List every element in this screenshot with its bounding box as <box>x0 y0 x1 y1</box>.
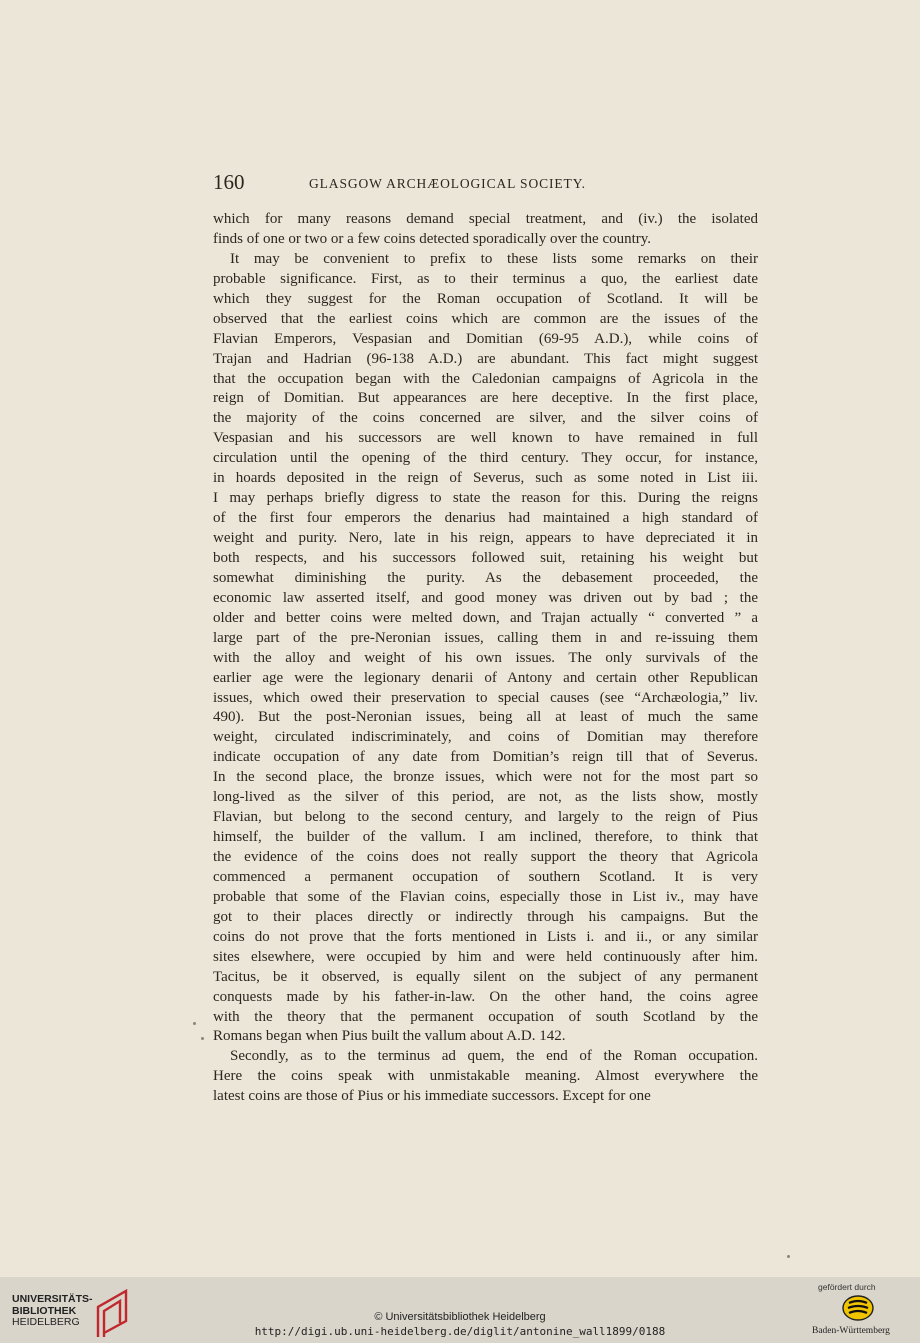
text-line: long-lived as the silver of this period, are not, as the lists show, mostly <box>213 789 758 806</box>
text-line: got to their places directly or indirectly through his campaigns. But the <box>213 908 758 925</box>
text-line: somewhat diminishing the purity. As the debasement proceeded, the <box>213 569 758 586</box>
text-line: Here the coins speak with unmistakable meaning. Almost everywhere the <box>213 1068 758 1085</box>
text-line: the majority of the coins concerned are silver, and the silver coins of <box>213 410 758 427</box>
text-line: Vespasian and his successors are well known to have remained in full <box>213 430 758 447</box>
text-line: of the first four emperors the denarius had maintained a high standard of <box>213 510 758 527</box>
text-line: I may perhaps briefly digress to state the reason for this. During the reigns <box>213 490 758 507</box>
text-line: earlier age were the legionary denarii of Antony and certain other Republican <box>213 669 758 686</box>
text-line: which they suggest for the Roman occupation of Scotland. It will be <box>213 290 758 307</box>
text-line: the evidence of the coins does not really support the theory that Agricola <box>213 849 758 865</box>
text-line: probable that some of the Flavian coins, especially those in List iv., may have <box>213 888 758 905</box>
text-line: weight, circulated indiscriminately, and coins of Domitian may therefore <box>213 729 758 746</box>
text-line: sites elsewhere, were occupied by him and were held continuously after him. <box>213 948 758 965</box>
text-line: himself, the builder of the vallum. I am inclined, therefore, to think that <box>213 829 758 846</box>
text-line: commenced a permanent occupation of southern Scotland. It is very <box>213 868 758 885</box>
text-line: Trajan and Hadrian (96-138 A.D.) are abundant. This fact might suggest <box>213 350 758 367</box>
text-line: reign of Domitian. But appearances are here deceptive. In the first place, <box>213 390 758 407</box>
text-line: weight and purity. Nero, late in his reign, appears to have depreciated it in <box>213 530 758 546</box>
text-line: large part of the pre-Neronian issues, calling them in and re-issuing them <box>213 629 758 646</box>
text-line: which for many reasons demand special treatment, and (iv.) the isolated <box>213 211 758 227</box>
text-line: in hoards deposited in the reign of Severus, such as some noted in List iii. <box>213 470 758 487</box>
text-line: 490). But the post-Neronian issues, being all at least of much the same <box>213 709 758 726</box>
text-line: Flavian Emperors, Vespasian and Domitian (69-95 A.D.), while coins of <box>213 330 758 347</box>
text-line: economic law asserted itself, and good money was driven out by bad ; the <box>213 589 758 606</box>
margin-speck <box>201 1037 204 1040</box>
text-line: finds of one or two or a few coins detected sporadically over the country. <box>213 230 652 247</box>
text-line: with the theory that the permanent occupation of south Scotland by the <box>213 1008 758 1025</box>
text-line: conquests made by his father-in-law. On the other hand, the coins agree <box>213 988 758 1005</box>
text-line: probable significance. First, as to their terminus a quo, the earliest date <box>213 270 758 287</box>
text-line: both respects, and his successors followed suit, retaining his weight but <box>213 549 758 566</box>
margin-speck <box>787 1255 790 1258</box>
running-title: GLASGOW ARCHÆOLOGICAL SOCIETY. <box>309 176 586 191</box>
text-line: It may be convenient to prefix to these lists some remarks on their <box>230 250 758 267</box>
funded-by-label: gefördert durch <box>818 1282 876 1292</box>
permalink-url[interactable]: http://digi.ub.uni-heidelberg.de/diglit/antonine_wall1899/0188 <box>254 1325 666 1338</box>
text-line: older and better coins were melted down, and Trajan actually “ converted ” a <box>213 609 758 626</box>
text-line: that the occupation began with the Caledonian campaigns of Agricola in the <box>213 370 758 387</box>
text-line: with the alloy and weight of his own issues. The only survivals of the <box>213 649 758 666</box>
text-line: Romans began when Pius built the vallum about A.D. 142. <box>213 1028 566 1045</box>
copyright-notice: © Universitätsbibliothek Heidelberg <box>374 1311 546 1323</box>
text-line: coins do not prove that the forts mentioned in Lists i. and ii., or any similar <box>213 928 758 945</box>
digitization-footer <box>0 1277 920 1343</box>
funder-name: Baden-Württemberg <box>812 1326 890 1336</box>
text-line: In the second place, the bronze issues, which were not for the most part so <box>213 769 758 786</box>
text-line: issues, which owed their preservation to special causes (see “Archæologia,” liv. <box>213 689 758 706</box>
library-name: UNIVERSITÄTS- BIBLIOTHEK HEIDELBERG <box>12 1293 93 1328</box>
text-line: indicate occupation of any date from Domitian’s reign till that of Severus. <box>213 749 758 766</box>
page-number: 160 <box>213 170 245 194</box>
text-line: Flavian, but belong to the second century, and largely to the reign of Pius <box>213 809 758 826</box>
text-line: Secondly, as to the terminus ad quem, the end of the Roman occupation. <box>230 1048 758 1065</box>
body-text <box>213 210 758 1107</box>
text-line: Tacitus, be it observed, is equally silent on the subject of any permanent <box>213 968 758 985</box>
page-header <box>213 170 758 198</box>
margin-speck <box>193 1022 196 1025</box>
state-emblem-icon <box>841 1294 875 1322</box>
text-line: observed that the earliest coins which are common are the issues of the <box>213 310 758 327</box>
text-line: latest coins are those of Pius or his immediate successors. Except for one <box>213 1088 651 1105</box>
text-line: circulation until the opening of the third century. They occur, for instance, <box>213 450 758 467</box>
